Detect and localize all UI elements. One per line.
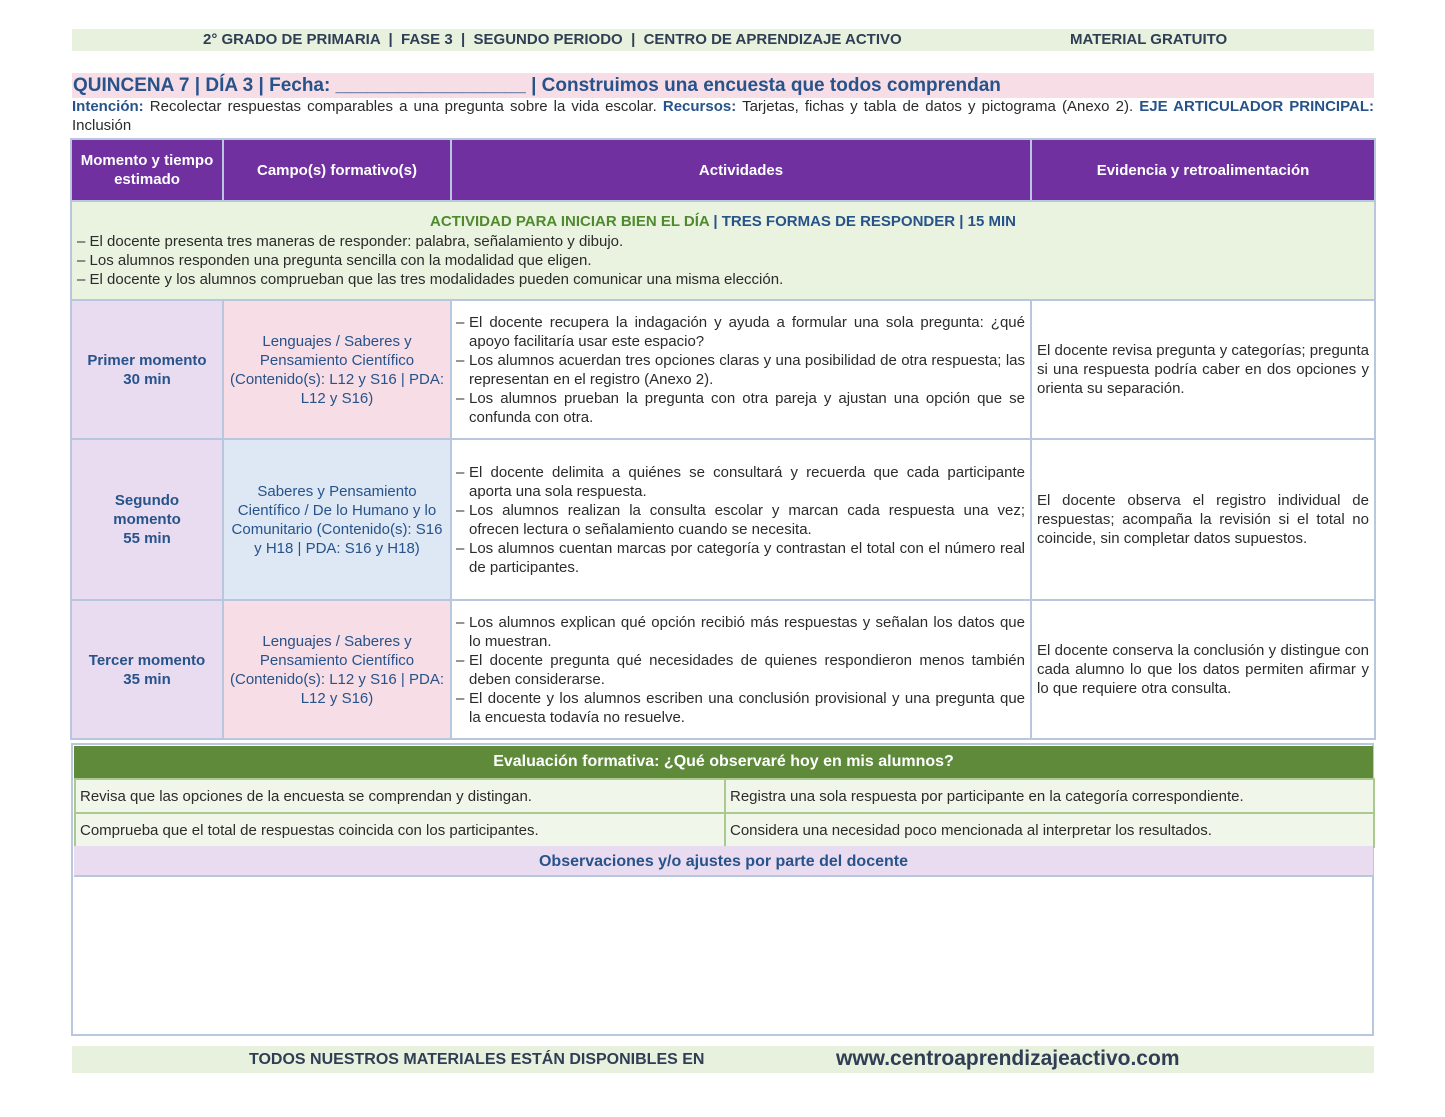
moment-label (71, 600, 223, 739)
activity-item: – Los alumnos acuerdan tres opciones claras y una posibilidad de otra respuesta; las representan en el registro (Anexo 2). (456, 351, 1025, 389)
activity-item: – Los alumnos explican qué opción recibió más respuestas y señalan los datos que lo muestran. (456, 613, 1025, 651)
moment-time: 55 min (123, 530, 171, 547)
evaluation-row (75, 779, 1374, 813)
activities-cell (451, 300, 1031, 439)
start-activity-row (71, 201, 1375, 300)
intencion-label: Intención: (72, 98, 144, 115)
moment-name: Segundo momento (113, 492, 181, 528)
moment-row-1 (71, 300, 1375, 439)
activity-item: – El docente y los alumnos escriben una conclusión provisional y una pregunta que la encuesta todavía no resuelve. (456, 689, 1025, 727)
start-title-green: ACTIVIDAD PARA INICIAR BIEN EL DÍA (430, 213, 710, 230)
evaluation-table (74, 778, 1375, 848)
header-grade-info: 2° GRADO DE PRIMARIA | FASE 3 | SEGUNDO PERIODO | CENTRO DE APRENDIZAJE ACTIVO (203, 31, 902, 48)
intencion-text: Recolectar respuestas comparables a una pregunta sobre la vida escolar. (143, 98, 663, 115)
header-free-material: MATERIAL GRATUITO (1070, 31, 1228, 48)
activity-item: – Los alumnos realizan la consulta escolar y marcan cada respuesta una vez; ofrecen lectura o señalamiento cuando se necesita. (456, 501, 1025, 539)
evidence-cell: El docente conserva la conclusión y distingue con cada alumno lo que los datos permiten afirmar y lo que requiere otra consulta. (1031, 600, 1375, 739)
recursos-text: Tarjetas, fichas y tabla de datos y pictograma (Anexo 2). (736, 98, 1140, 115)
header-campo: Campo(s) formativo(s) (223, 139, 451, 201)
header-actividades: Actividades (451, 139, 1031, 201)
table-header-row (71, 139, 1375, 201)
campo-formativo: Saberes y Pensamiento Científico / De lo Humano y lo Comunitario (Contenido(s): S16 y H18 | PDA: S16 y H18) (223, 439, 451, 600)
evaluation-item: Registra una sola respuesta por participante en la categoría correspondiente. (725, 779, 1374, 813)
observations-title: Observaciones y/o ajustes por parte del docente (74, 846, 1373, 877)
evaluation-section (71, 743, 1374, 1036)
header-momento: Momento y tiempo estimado (71, 139, 223, 201)
moment-label (71, 439, 223, 600)
evaluation-title: Evaluación formativa: ¿Qué observaré hoy en mis alumnos? (74, 746, 1373, 778)
footer-text: TODOS NUESTROS MATERIALES ESTÁN DISPONIBLES EN (249, 1051, 705, 1068)
activity-item: – Los alumnos prueban la pregunta con otra pareja y ajustan una opción que se confunda con otra. (456, 389, 1025, 427)
planning-table (70, 138, 1376, 740)
campo-formativo: Lenguajes / Saberes y Pensamiento Científico (Contenido(s): L12 y S16 | PDA: L12 y S16) (223, 600, 451, 739)
activity-item: – El docente pregunta qué necesidades de quienes respondieron menos también deben considerarse. (456, 651, 1025, 689)
moment-time: 35 min (123, 670, 171, 688)
activity-item: – Los alumnos cuentan marcas por categoría y contrastan el total con el número real de participantes. (456, 539, 1025, 577)
start-line: – El docente presenta tres maneras de responder: palabra, señalamiento y dibujo. (77, 233, 624, 250)
top-header-bar (72, 29, 1374, 51)
activities-cell (451, 439, 1031, 600)
eje-label: EJE ARTICULADOR PRINCIPAL: (1139, 98, 1374, 115)
activity-item: – El docente recupera la indagación y ayuda a formular una sola pregunta: ¿qué apoyo facilitaría usar este espacio? (456, 313, 1025, 351)
recursos-label: Recursos: (662, 98, 737, 115)
moment-name: Primer momento (87, 351, 207, 369)
activity-item: – El docente delimita a quiénes se consultará y recuerda que cada participante aporta una sola respuesta. (456, 463, 1025, 501)
moment-label (71, 300, 223, 439)
start-activity-cell (71, 201, 1375, 300)
evaluation-row (75, 813, 1374, 847)
start-activity-title (77, 212, 1369, 232)
moment-name: Tercer momento (88, 651, 206, 669)
activities-cell (451, 600, 1031, 739)
evaluation-item: Considera una necesidad poco mencionada al interpretar los resultados. (725, 813, 1374, 847)
start-line: – El docente y los alumnos comprueban que las tres modalidades pueden comunicar una misma elección. (77, 271, 784, 288)
evaluation-item: Revisa que las opciones de la encuesta se comprendan y distingan. (75, 779, 725, 813)
evidence-cell: El docente observa el registro individual de respuestas; acompaña la revisión si el total no coincide, sin completar datos supuestos. (1031, 439, 1375, 600)
footer-bar (72, 1046, 1374, 1073)
start-title-blue: | TRES FORMAS DE RESPONDER | 15 MIN (709, 213, 1016, 230)
start-line: – Los alumnos responden una pregunta sencilla con la modalidad que eligen. (77, 252, 592, 269)
moment-time: 30 min (123, 370, 171, 388)
campo-formativo: Lenguajes / Saberes y Pensamiento Científico (Contenido(s): L12 y S16 | PDA: L12 y S16) (223, 300, 451, 439)
eje-text: Inclusión (72, 117, 132, 134)
evaluation-item: Comprueba que el total de respuestas coincida con los participantes. (75, 813, 725, 847)
header-evidencia: Evidencia y retroalimentación (1031, 139, 1375, 201)
evidence-cell: El docente revisa pregunta y categorías; pregunta si una respuesta podría caber en dos opciones y orienta su separación. (1031, 300, 1375, 439)
moment-row-2 (71, 439, 1375, 600)
footer-url[interactable]: www.centroaprendizajeactivo.com (836, 1047, 1180, 1070)
page-title: QUINCENA 7 | DÍA 3 | Fecha: __________________ | Construimos una encuesta que todos comprendan (72, 73, 1374, 98)
moment-row-3 (71, 600, 1375, 739)
intro-paragraph (72, 97, 1374, 135)
